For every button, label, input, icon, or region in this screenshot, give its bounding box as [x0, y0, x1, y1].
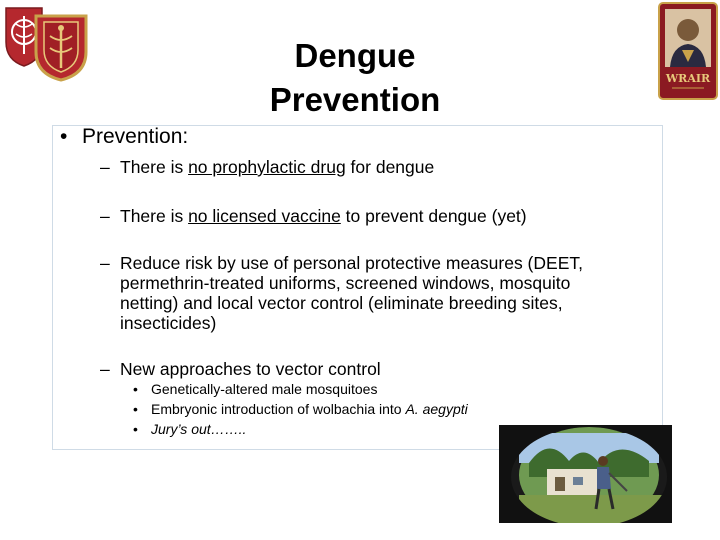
bullet-prevention-text: Prevention: — [82, 125, 189, 148]
sub-bullet-dot: • — [133, 421, 138, 437]
sub-item-jurys-out-text: Jury’s out…….. — [151, 421, 247, 437]
item-reduce-risk-line-3: netting) and local vector control (eliminate breeding sites, — [120, 293, 563, 313]
sub-bullet-dot: • — [133, 381, 138, 397]
sub-item-genetically-altered-text: Genetically-altered male mosquitoes — [151, 381, 378, 397]
item-reduce-risk-line-1: Reduce risk by use of personal protective measures (DEET, — [120, 253, 583, 273]
slide-title — [200, 34, 510, 122]
sub-item-wolbachia — [133, 401, 468, 418]
wrair-logo-text: WRAIR — [665, 72, 711, 85]
sub-item-wolbachia-text: Embryonic introduction of wolbachia into — [151, 401, 406, 417]
item-reduce-risk-line-4: insecticides) — [120, 313, 217, 333]
dash-marker: – — [100, 359, 110, 379]
title-line-2: Prevention — [269, 81, 441, 118]
item-reduce-risk-line-2: permethrin-treated uniforms, screened windows, mosquito — [120, 273, 571, 293]
item-no-vaccine-post: to prevent dengue (yet) — [340, 206, 527, 226]
item-no-vaccine-pre: There is — [120, 206, 189, 226]
title-line-1: Dengue — [294, 37, 416, 74]
dash-marker: – — [100, 253, 110, 273]
wrair-portrait-logo — [658, 2, 718, 100]
vector-control-photo — [499, 425, 672, 523]
item-new-approaches-text: New approaches to vector control — [120, 359, 381, 379]
bullet-prevention — [60, 125, 188, 149]
dash-marker: – — [100, 157, 110, 177]
sub-bullet-dot: • — [133, 401, 138, 417]
item-no-vaccine-underlined: no licensed vaccine — [188, 206, 341, 226]
item-no-drug-underlined: no prophylactic drug — [188, 157, 346, 177]
medical-corps-badge-logo — [30, 10, 92, 82]
sub-item-jurys-out — [133, 421, 246, 438]
item-no-drug-pre: There is — [120, 157, 189, 177]
sub-item-genetically-altered — [133, 381, 377, 398]
species-name: A. aegypti — [405, 401, 468, 417]
item-no-drug-post: for dengue — [345, 157, 435, 177]
dash-marker: – — [100, 206, 110, 226]
bullet-dot: • — [60, 125, 68, 148]
